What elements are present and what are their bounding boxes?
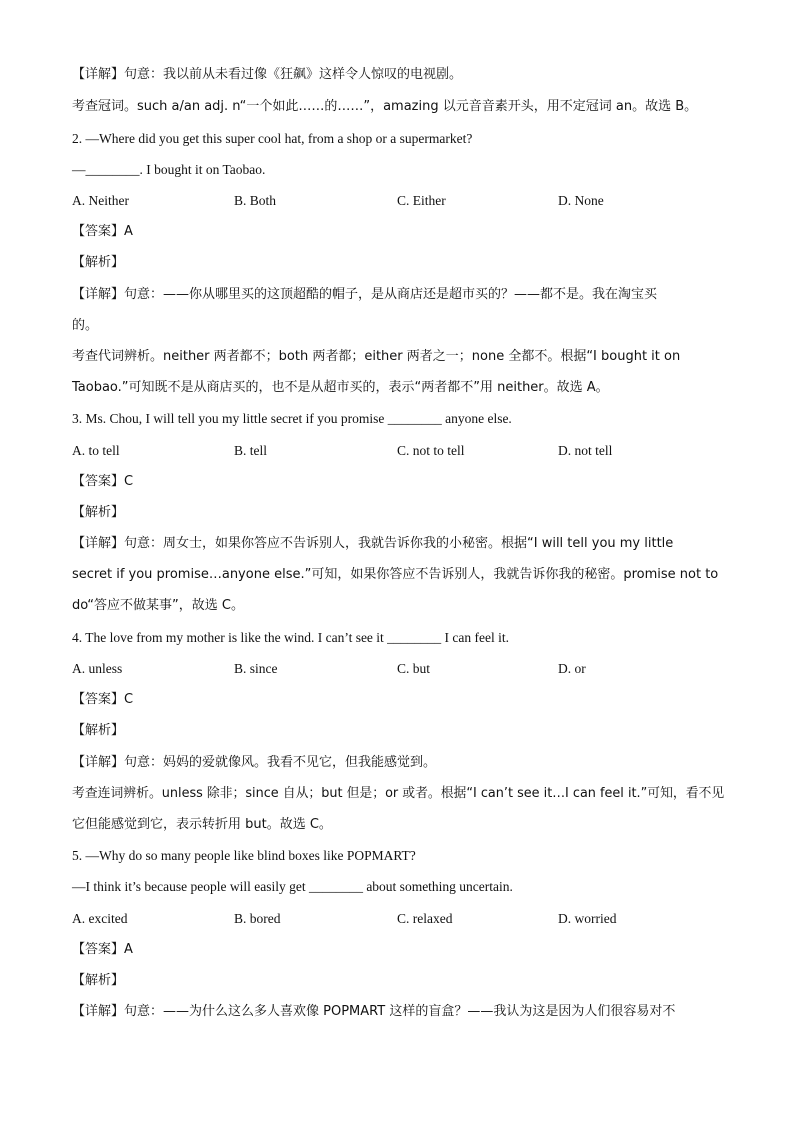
q2-detail-line: 【详解】句意：——你从哪里买的这顶超酷的帽子，是从商店还是超市买的？——都不是。我在淘宝买 [72,287,658,302]
q4-option-b: B. since [234,661,278,676]
q3-detail-line: 【详解】句意：周女士，如果你答应不告诉别人，我就告诉你我的小秘密。根据“I will tell you my little [72,536,674,551]
q2-option-a: A. Neither [72,193,129,208]
q3-option-c: C. not to tell [397,443,465,458]
q4-option-c: C. but [397,661,431,676]
q4-answer: 【答案】C [72,692,134,707]
q5-answer: 【答案】A [72,942,133,957]
explanation-line: 考查冠词。such a/an adj. n“一个如此……的……”，amazing 以元音音素开头，用不定冠词 an。故选 B。 [72,99,698,114]
q4-option-d: D. or [558,661,586,676]
q3-answer: 【答案】C [72,474,134,489]
q3-option-b: B. tell [234,443,267,458]
question-5-reply: —I think it’s because people will easily get ________ about something uncertain. [72,879,513,894]
question-2-reply: —________. I bought it on Taobao. [72,162,266,177]
q3-option-a: A. to tell [72,443,120,458]
q4-option-a: A. unless [72,661,123,676]
q2-analysis-label: 【解析】 [72,255,125,270]
q5-option-b: B. bored [234,911,281,926]
question-5-stem: 5. —Why do so many people like blind boxes like POPMART? [72,848,416,863]
q5-option-d: D. worried [558,911,617,926]
q2-answer: 【答案】A [72,224,133,239]
q2-option-b: B. Both [234,193,277,208]
q3-option-d: D. not tell [558,443,613,458]
q2-detail-line: 考查代词辨析。neither 两者都不；both 两者都；either 两者之一；none 全都不。根据“I bought it on [72,349,681,364]
q4-detail-line: 考查连词辨析。unless 除非；since 自从；but 但是；or 或者。根据“I can’t see it…I can feel it.”可知，看不见 [72,786,725,801]
question-2-stem: 2. —Where did you get this super cool hat, from a shop or a supermarket? [72,131,473,146]
question-4-stem: 4. The love from my mother is like the wind. I can’t see it ________ I can feel it. [72,630,510,645]
q4-detail-line: 【详解】句意：妈妈的爱就像风。我看不见它，但我能感觉到。 [72,755,437,770]
q4-analysis-label: 【解析】 [72,723,125,738]
q2-option-d: D. None [558,193,604,208]
q2-option-c: C. Either [397,193,446,208]
question-3-stem: 3. Ms. Chou, I will tell you my little secret if you promise ________ anyone else. [72,411,512,426]
q2-detail-line: Taobao.”可知既不是从商店买的，也不是从超市买的，表示“两者都不”用 neither。故选 A。 [72,380,609,395]
q5-option-c: C. relaxed [397,911,453,926]
q5-option-a: A. excited [72,911,128,926]
q5-detail-line: 【详解】句意：——为什么这么多人喜欢像 POPMART 这样的盲盒？——我认为这是因为人们很容易对不 [72,1004,676,1019]
q4-detail-line: 它但能感觉到它，表示转折用 but。故选 C。 [72,817,332,832]
q3-detail-line: do“答应不做某事”，故选 C。 [72,598,244,613]
q2-detail-line: 的。 [72,318,99,333]
q3-analysis-label: 【解析】 [72,505,125,520]
q5-analysis-label: 【解析】 [72,973,125,988]
q3-detail-line: secret if you promise…anyone else.”可知，如果你答应不告诉别人，我就告诉你我的秘密。promise not to [72,567,719,582]
detail-line: 【详解】句意：我以前从未看过像《狂飙》这样令人惊叹的电视剧。 [72,67,463,82]
